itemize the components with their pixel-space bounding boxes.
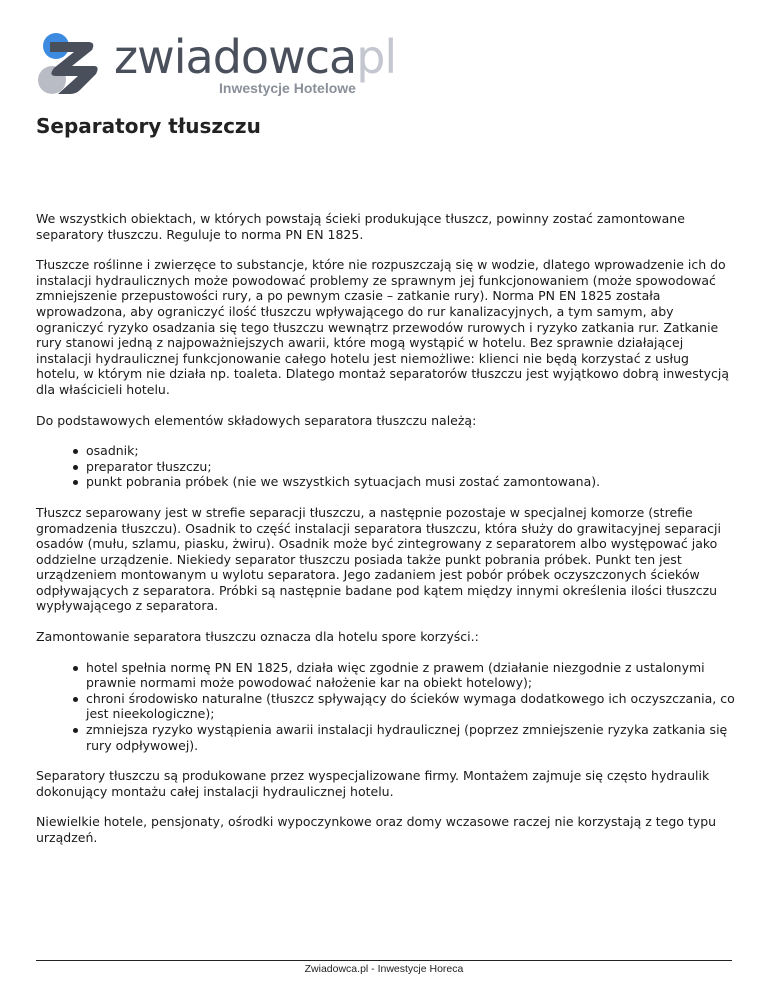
logo-wordmark (114, 27, 396, 87)
footer-text: Zwiadowca.pl - Inwestycje Horeca (304, 963, 464, 975)
logo-mark-icon (36, 32, 106, 96)
site-logo[interactable] (36, 30, 436, 100)
list-item: osadnik; (86, 443, 736, 459)
logo-tagline: Inwestycje Hotelowe (219, 80, 356, 96)
components-list (36, 443, 736, 490)
list-item: preparator tłuszczu; (86, 459, 736, 475)
paragraph-intro: We wszystkich obiektach, w których powstają ścieki produkujące tłuszcz, powinny zostać zamontowane separatory tłuszczu. Reguluje to norma PN EN 1825. (36, 211, 685, 242)
list-item: chroni środowisko naturalne (tłuszcz spływający do ścieków wymaga dodatkowego ich oczyszczania, co jest nieekologiczne); (86, 690, 735, 722)
page-title: Separatory tłuszczu (36, 114, 261, 138)
paragraph-separation: Tłuszcz separowany jest w strefie separacji tłuszczu, a następnie pozostaje w specjalnej komorze (strefie gromadzenia tłuszczu). Osadnik to część instalacji separatora tłuszczu, która służy do grawitacyjnej separacji osadów (mułu, szlamu, piasku, żwiru). Osadnik może być zintegrowany z separatorem albo występować jako oddzielne urządzenie. Niekiedy separator tłuszczu posiada także punkt pobrania próbek. Punkt ten jest urządzeniem montowanym u wylotu separatora. Jego zadaniem jest pobór próbek oczyszczonych ścieków odpływających z separatora. Próbki są następnie badane pod kątem między innymi określenia ilości tłuszczu wypływającego z separatora. (36, 504, 721, 614)
list-item: hotel spełnia normę PN EN 1825, działa więc zgodnie z prawem (działanie niezgodnie z ustalonymi prawnie normami może powodować nałożenie kar na obiekt hotelowy); (86, 660, 736, 691)
paragraph-small-hotels: Niewielkie hotele, pensjonaty, ośrodki wypoczynkowe oraz domy wczasowe raczej nie korzystają z tego typu urządzeń. (36, 814, 717, 845)
paragraph-components-intro: Do podstawowych elementów składowych separatora tłuszczu należą: (36, 412, 477, 428)
list-item: zmniejsza ryzyko wystąpienia awarii instalacji hydraulicznej (poprzez zmniejszenie ryzyka zatkania się rury odpływowej). (86, 722, 736, 753)
benefits-list (36, 660, 736, 754)
paragraph-fats: Tłuszcze roślinne i zwierzęce to substancje, które nie rozpuszczają się w wodzie, dlatego wprowadzenie ich do instalacji hydraulicznych może powodować problemy ze sprawnym jej funkcjonowaniem (może spowodować zmniejszenie przepustowości rury, a po pewnym czasie – zatkanie rury). Norma PN EN 1825 została wprowadzona, aby ograniczyć ilość tłuszczu wpływającego do rur kanalizacyjnych, a tym samym, aby ograniczyć ryzyko osadzania się tego tłuszczu wewnątrz przewodów rurowych i ryzyko zatkania rur. Zatkanie rury stanowi jedną z najpoważniejszych awarii, które mogą wystąpić w hotelu. Bez sprawnie działającej instalacji hydraulicznej funkcjonowanie całego hotelu jest niemożliwe: klienci nie będą korzystać z usług hotelu, w którym nie działa np. toaleta. Dlatego montaż separatorów tłuszczu jest wyjątkowo dobrą inwestycją dla właścicieli hotelu. (36, 257, 730, 397)
logo-word: zwiadowca (114, 30, 357, 84)
list-item: punkt pobrania próbek (nie we wszystkich sytuacjach musi zostać zamontowana). (86, 474, 736, 490)
logo-suffix: pl (356, 30, 397, 84)
article-body (36, 211, 736, 861)
paragraph-production: Separatory tłuszczu są produkowane przez wyspecjalizowane firmy. Montażem zajmuje się często hydraulik dokonujący montażu całej instalacji hydraulicznej hotelu. (36, 768, 710, 799)
paragraph-benefits-intro: Zamontowanie separatora tłuszczu oznacza dla hotelu spore korzyści.: (36, 629, 479, 645)
footer-divider (36, 960, 732, 961)
